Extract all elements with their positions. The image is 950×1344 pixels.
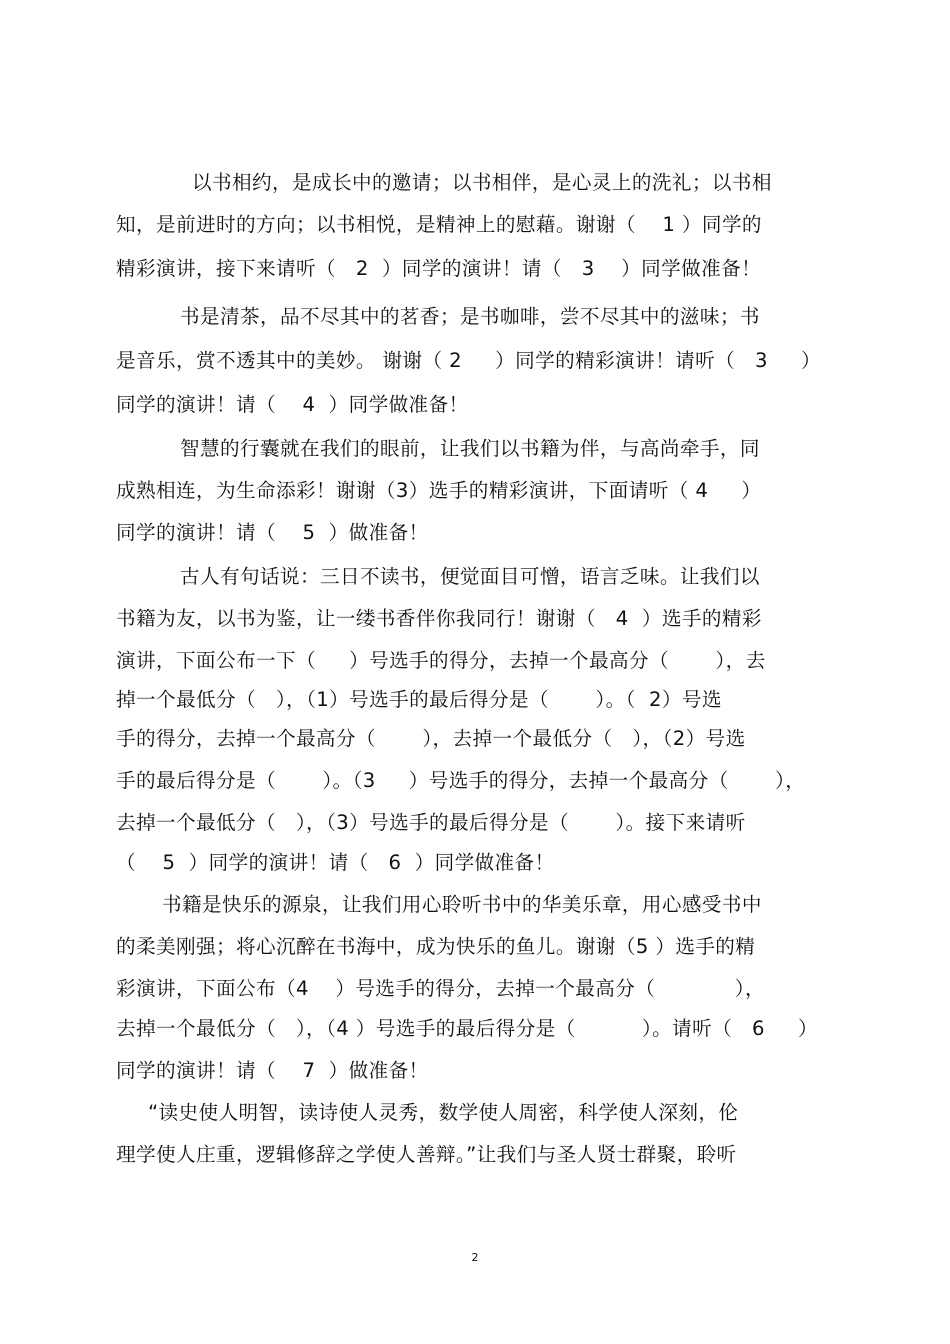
paragraph-5-line-3: 彩演讲，下面公布（4 ）号选手的得分，去掉一个最高分（ ），: [116, 977, 765, 1000]
paragraph-4-line-8: （ 5 ）同学的演讲！请（ 6 ）同学做准备！: [116, 851, 555, 874]
paragraph-1-line-2: 知，是前进时的方向；以书相悦，是精神上的慰藉。谢谢（ 1 ）同学的: [116, 213, 762, 236]
paragraph-3-line-2: 成熟相连，为生命添彩！谢谢（3）选手的精彩演讲，下面请听（ 4 ）: [116, 479, 762, 502]
paragraph-2-line-2: 是音乐，赏不透其中的美妙。 谢谢（ 2 ）同学的精彩演讲！请听（ 3 ）: [116, 349, 821, 372]
paragraph-4-line-7: 去掉一个最低分（ ），（3）号选手的最后得分是（ ）。接下来请听: [116, 811, 746, 834]
page-number: 2: [471, 1251, 479, 1264]
paragraph-4-line-5: 手的得分，去掉一个最高分（ ），去掉一个最低分（ ），（2）号选: [116, 727, 746, 750]
paragraph-1-line-1: 以书相约，是成长中的邀请；以书相伴，是心灵上的洗礼；以书相: [192, 171, 772, 194]
paragraph-3-line-3: 同学的演讲！请（ 5 ）做准备！: [116, 521, 429, 544]
paragraph-5-line-1: 书籍是快乐的源泉，让我们用心聆听书中的华美乐章，用心感受书中: [162, 893, 762, 916]
paragraph-5-line-4: 去掉一个最低分（ ），（4 ）号选手的最后得分是（ ）。请听（ 6 ）: [116, 1017, 818, 1040]
paragraph-5-line-5: 同学的演讲！请（ 7 ）做准备！: [116, 1059, 429, 1082]
paragraph-4-line-3: 演讲，下面公布一下（ ）号选手的得分，去掉一个最高分（ ），去: [116, 649, 766, 672]
paragraph-2-line-3: 同学的演讲！请（ 4 ）同学做准备！: [116, 393, 469, 416]
paragraph-4-line-1: 古人有句话说：三日不读书，便觉面目可憎，语言乏味。让我们以: [180, 565, 760, 588]
paragraph-2-line-1: 书是清茶，品不尽其中的茗香；是书咖啡，尝不尽其中的滋味；书: [180, 305, 760, 328]
paragraph-6-line-2: 理学使人庄重，逻辑修辞之学使人善辩。”让我们与圣人贤士群聚，聆听: [116, 1143, 737, 1166]
paragraph-6-line-1: “读史使人明智，读诗使人灵秀，数学使人周密，科学使人深刻，伦: [148, 1101, 739, 1124]
paragraph-5-line-2: 的柔美刚强；将心沉醉在书海中，成为快乐的鱼儿。谢谢（5 ）选手的精: [116, 935, 756, 958]
paragraph-4-line-2: 书籍为友，以书为鉴，让一缕书香伴你我同行！谢谢（ 4 ）选手的精彩: [116, 607, 762, 630]
paragraph-4-line-6: 手的最后得分是（ ）。（3 ）号选手的得分，去掉一个最高分（ ），: [116, 769, 806, 792]
paragraph-1-line-3: 精彩演讲，接下来请听（ 2 ）同学的演讲！请（ 3 ）同学做准备！: [116, 257, 762, 280]
paragraph-4-line-4: 掉一个最低分（ ），（1）号选手的最后得分是（ ）。（ 2）号选: [116, 688, 722, 711]
paragraph-3-line-1: 智慧的行囊就在我们的眼前，让我们以书籍为伴，与高尚牵手，同: [180, 437, 760, 460]
